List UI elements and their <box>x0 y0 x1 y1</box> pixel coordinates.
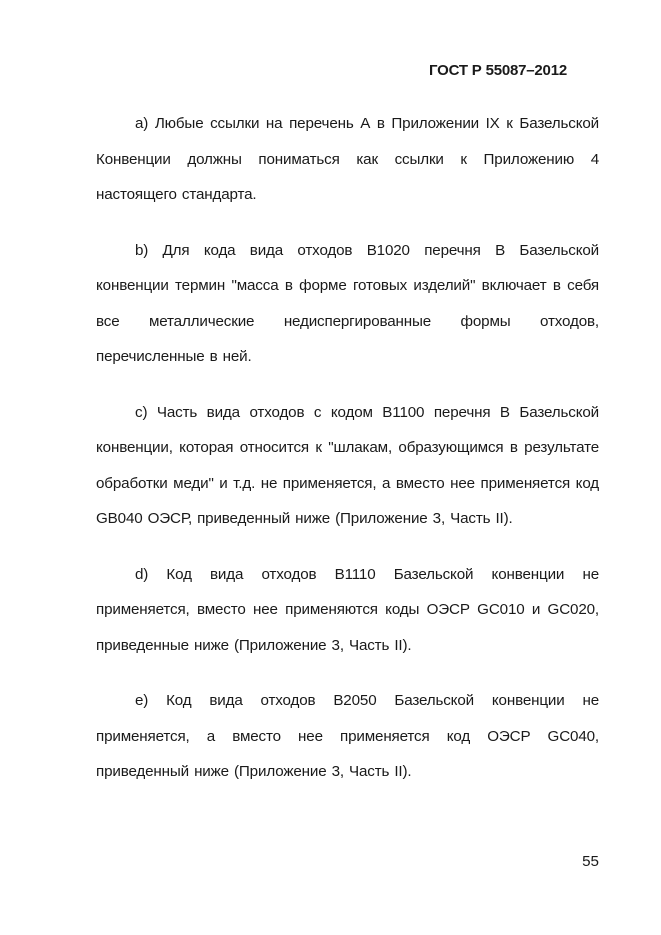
paragraph-a: а) Любые ссылки на перечень А в Приложении IX к Базельской Конвенции должны пониматься как ссылки к Приложению 4 настоящего стандарта. <box>96 115 599 203</box>
paragraph-b: b) Для кода вида отходов В1020 перечня В Базельской конвенции термин "масса в форме готовых изделий" включает в себя все металлические недиспергированные формы отходов, перечисленные в ней. <box>96 241 599 365</box>
paragraph-e: e) Код вида отходов В2050 Базельской конвенции не применяется, а вместо нее применяется код ОЭСР GC040, приведенный ниже (Приложение 3, Часть II). <box>96 692 599 780</box>
document-header: ГОСТ Р 55087–2012 <box>429 62 567 79</box>
document-body <box>96 106 599 810</box>
paragraph-c: c) Часть вида отходов с кодом В1100 перечня В Базельской конвенции, которая относится к "шлакам, образующимся в результате обработки меди" и т.д. не применяется, а вместо нее применяется код GB040 ОЭСР, приведенный ниже (Приложение 3, Часть II). <box>96 403 599 527</box>
page-number: 55 <box>582 853 599 870</box>
paragraph-d: d) Код вида отходов В1110 Базельской конвенции не применяется, вместо нее применяются коды ОЭСР GC010 и GC020, приведенные ниже (Приложение 3, Часть II). <box>96 565 599 654</box>
